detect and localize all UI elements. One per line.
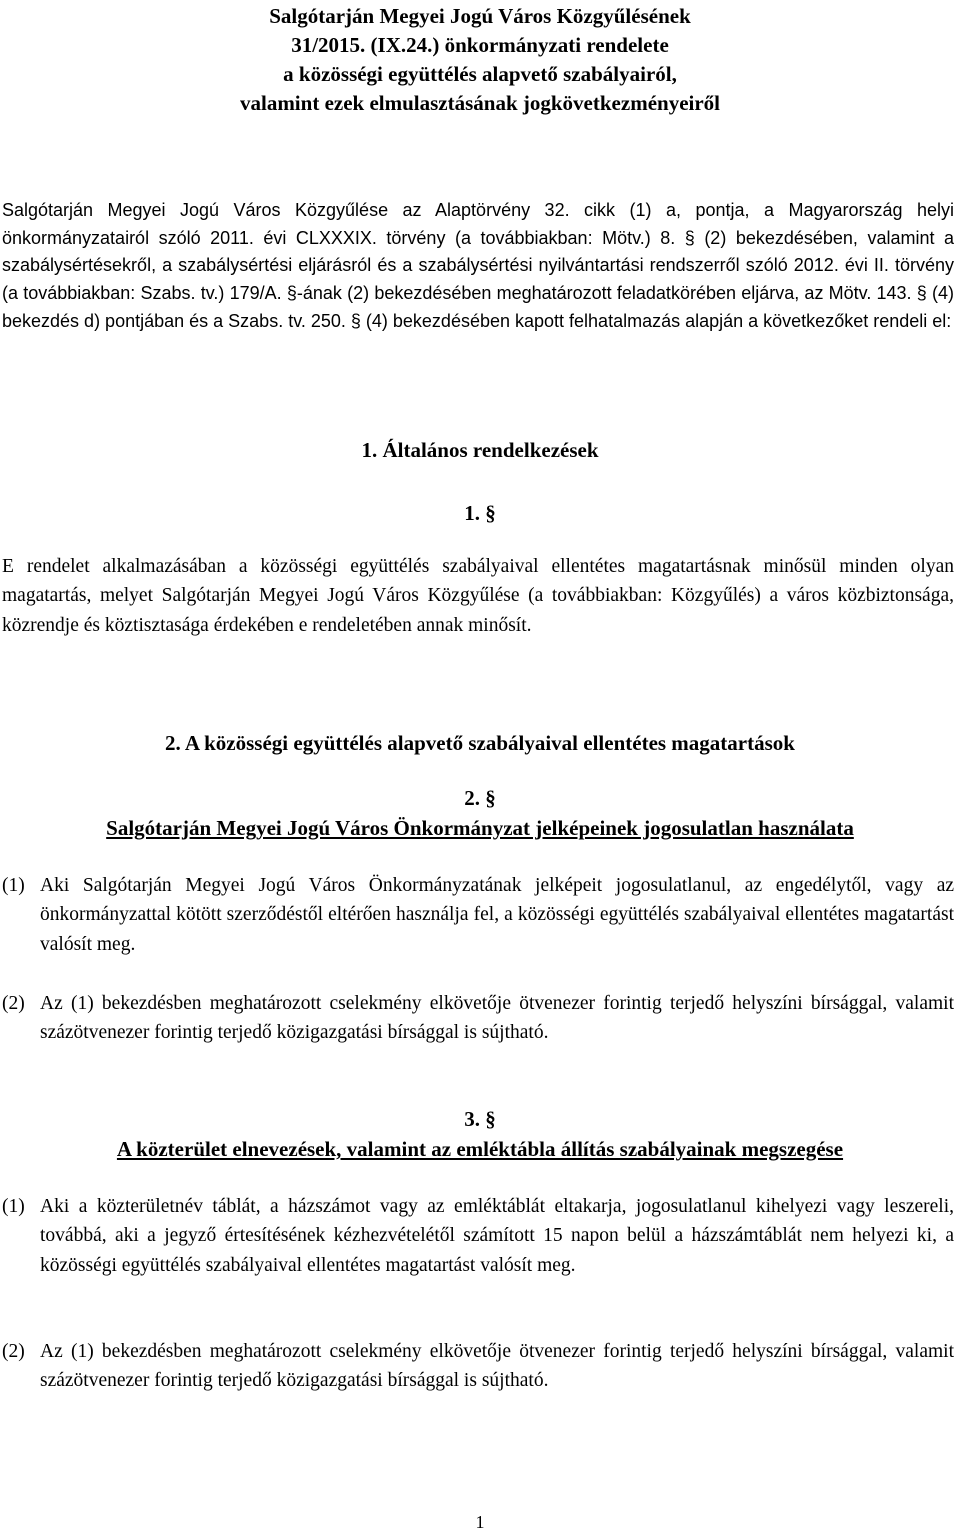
- section-2-paragraph-2: [2, 989, 954, 1048]
- section-1-label: 1. §: [464, 501, 496, 525]
- title-line: Salgótarján Megyei Jogú Város Közgyűlésének: [269, 4, 691, 28]
- section-2-paragraph-1: [2, 871, 954, 959]
- preamble: Salgótarján Megyei Jogú Város Közgyűlése az Alaptörvény 32. cikk (1) a, pontja, a Magyarország helyi önkormányzatairól szóló 2011. évi CLXXXIX. törvény (a továbbiakban: Mötv.) 8. § (2) bekezdésében, valamint a szabálysértésekről, a szabálysértési eljárásról és a szabálysértési nyilvántartási rendszerről szóló 2012. évi II. törvény (a továbbiakban: Szabs. tv.) 179/A. §-ának (2) bekezdésében meghatározott feladatkörében eljárva, az Mötv. 143. § (4) bekezdés d) pontjában és a Szabs. tv. 250. § (4) bekezdésében kapott felhatalmazás alapján a következőket rendeli el:: [2, 200, 954, 331]
- title-line: 31/2015. (IX.24.) önkormányzati rendelete: [291, 33, 669, 57]
- chapter-1-heading: 1. Általános rendelkezések: [361, 438, 599, 462]
- paragraph-text: Aki Salgótarján Megyei Jogú Város Önkormányzatának jelképeit jogosulatlanul, az engedélytől, vagy az önkormányzattal kötött szerződéstől eltérően használja fel, a közösségi együttélés szabályaival ellentétes magatartást valósít meg.: [40, 875, 954, 955]
- title-line: a közösségi együttélés alapvető szabályairól,: [283, 62, 677, 86]
- section-3-paragraph-2: [2, 1337, 954, 1396]
- section-3-label: 3. §: [464, 1107, 496, 1131]
- page-number: 1: [475, 1512, 485, 1532]
- section-1-text: E rendelet alkalmazásában a közösségi együttélés szabályaival ellentétes magatartásnak minősül minden olyan magatartás, melyet Salgótarján Megyei Jogú Város Közgyűlése (a továbbiakban: Közgyűlés) a város közbiztonsága, közrendje és köztisztasága érdekében e rendeletében annak minősít.: [2, 556, 954, 636]
- paragraph-number: (1): [2, 875, 25, 896]
- paragraph-text: Az (1) bekezdésben meghatározott cselekmény elkövetője ötvenezer forintig terjedő helyszíni bírsággal, valamit százötvenezer forintig terjedő közigazgatási bírsággal is sújtható.: [40, 1341, 954, 1392]
- paragraph-number: (1): [2, 1196, 25, 1217]
- section-2-title: Salgótarján Megyei Jogú Város Önkormányzat jelképeinek jogosulatlan használata: [106, 816, 854, 840]
- paragraph-number: (2): [2, 1341, 25, 1362]
- paragraph-text: Aki a közterületnév táblát, a házszámot vagy az emléktáblát eltakarja, jogosulatlanul kihelyezi vagy leszereli, továbbá, aki a jegyző értesítésének kézhezvételétől számított 15 napon belül a házszámtáblát nem helyezi ki, a közösségi együttélés szabályaival ellentétes magatartást valósít meg.: [40, 1196, 954, 1276]
- section-3-paragraph-1: [2, 1192, 954, 1280]
- paragraph-number: (2): [2, 993, 25, 1014]
- section-3-title: A közterület elnevezések, valamint az emléktábla állítás szabályainak megszegése: [116, 1137, 844, 1161]
- paragraph-text: Az (1) bekezdésben meghatározott cselekmény elkövetője ötvenezer forintig terjedő helyszíni bírsággal, valamit százötvenezer forintig terjedő közigazgatási bírsággal is sújtható.: [40, 993, 954, 1044]
- section-2-label: 2. §: [464, 786, 496, 810]
- document-title: [0, 2, 960, 118]
- title-line: valamint ezek elmulasztásának jogkövetkezményeiről: [239, 91, 721, 115]
- chapter-2-heading: 2. A közösségi együttélés alapvető szabályaival ellentétes magatartások: [165, 731, 795, 755]
